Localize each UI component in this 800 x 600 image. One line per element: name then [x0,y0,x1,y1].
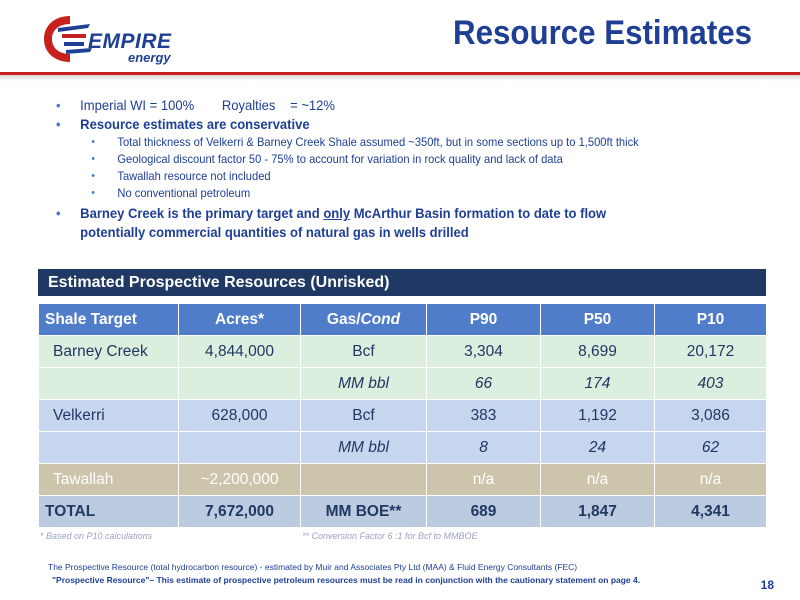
col-header-gas-cond [301,304,427,336]
sub-bullet-text: No conventional petroleum [117,186,251,200]
cell-acres [179,432,301,464]
cell-p50: 8,699 [541,336,655,368]
table-header-row [39,304,767,336]
cell-p50: 1,192 [541,400,655,432]
cell-p90: n/a [427,464,541,496]
cell-acres: 7,672,000 [179,496,301,528]
cell-target [39,368,179,400]
logo-subtext: energy [128,50,171,65]
bullet-wi-text: Imperial WI = 100% [80,97,195,113]
cell-target [39,432,179,464]
bullet-barney-creek [56,204,726,242]
bullet-icon: • [91,170,95,182]
table-row [39,464,767,496]
cell-p90: 383 [427,400,541,432]
bullet-royalties-value: = ~12% [290,97,335,113]
cell-unit: Bcf [301,400,427,432]
cell-p10: 62 [655,432,767,464]
cell-p90: 8 [427,432,541,464]
resource-table [38,303,767,528]
cell-acres: 4,844,000 [179,336,301,368]
cell-p10: 403 [655,368,767,400]
sub-bullet [56,134,726,151]
bullet-list [56,96,776,242]
source-note: The Prospective Resource (total hydrocarbon resource) - estimated by Muir and Associates Pty Ltd (MAA) & Fluid Energy Consultants (FEC) [48,562,578,572]
bullet-barney-text-1: Barney Creek is the primary target and [80,205,324,221]
header-shadow [0,75,800,81]
table-title: Estimated Prospective Resources (Unrisked) [38,269,766,296]
cell-p90: 66 [427,368,541,400]
col-header-acres: Acres* [179,304,301,336]
cell-unit [301,464,427,496]
bullet-royalties-label: Royalties [221,97,276,113]
bullet-icon: • [91,187,95,199]
cell-p50: n/a [541,464,655,496]
sub-bullet-text: Tawallah resource not included [117,169,271,183]
cell-unit: MM BOE** [301,496,427,528]
bullet-interest [56,96,726,115]
col-header-p50: P50 [541,304,655,336]
bullet-icon: • [56,205,61,221]
cell-target: Velkerri [39,400,179,432]
cautionary-note: "Prospective Resource"– This estimate of prospective petroleum resources must be read in conjunction with the cautionary statement on page 4. [52,575,641,585]
col-header-shale-target: Shale Target [39,304,179,336]
footnote-conversion: ** Conversion Factor 6 :1 for Bcf to MMBOE [302,531,478,541]
sub-bullet-text: Total thickness of Velkerri & Barney Creek Shale assumed ~350ft, but in some sections up to 1,500ft thick [117,135,639,149]
col-header-p10: P10 [655,304,767,336]
sub-bullet [56,185,726,202]
cell-p50: 174 [541,368,655,400]
cell-acres: 628,000 [179,400,301,432]
cond-label: Cond [360,310,401,328]
bullet-icon: • [91,153,95,165]
table-row [39,432,767,464]
table-row [39,368,767,400]
sub-bullet [56,168,726,185]
cell-target: TOTAL [39,496,179,528]
bullet-conservative-text: Resource estimates are conservative [80,116,310,132]
cell-acres [179,368,301,400]
table-total-row [39,496,767,528]
bullet-barney-text-3: potentially commercial quantities of natural gas in wells drilled [80,224,469,240]
cell-acres: ~2,200,000 [179,464,301,496]
bullet-icon: • [56,116,61,132]
page-number: 18 [760,578,774,592]
cell-p10: 20,172 [655,336,767,368]
col-header-p90: P90 [427,304,541,336]
sub-bullet-text: Geological discount factor 50 - 75% to account for variation in rock quality and lack of data [117,152,563,166]
cell-unit: MM bbl [301,368,427,400]
cell-unit: MM bbl [301,432,427,464]
cell-p50: 24 [541,432,655,464]
bullet-icon: • [91,136,95,148]
cell-p90: 3,304 [427,336,541,368]
bullet-barney-text-2: McArthur Basin formation to date to flow [350,205,607,221]
bullet-conservative [56,115,726,134]
cell-target: Tawallah [39,464,179,496]
cell-unit: Bcf [301,336,427,368]
cell-p50: 1,847 [541,496,655,528]
bullet-barney-underline: only [323,205,351,221]
gas-label: Gas/ [326,310,361,328]
table-row [39,336,767,368]
cell-p10: 3,086 [655,400,767,432]
sub-bullet [56,151,726,168]
cell-p10: 4,341 [655,496,767,528]
page-title: Resource Estimates [452,14,752,52]
logo-wordmark: EMPIRE [88,30,172,53]
table-row [39,400,767,432]
cell-p90: 689 [427,496,541,528]
bullet-icon: • [56,97,61,113]
cell-p10: n/a [655,464,767,496]
cell-target: Barney Creek [39,336,179,368]
footnote-p10: * Based on P10 calculations [40,531,153,541]
empire-energy-logo [40,12,190,66]
